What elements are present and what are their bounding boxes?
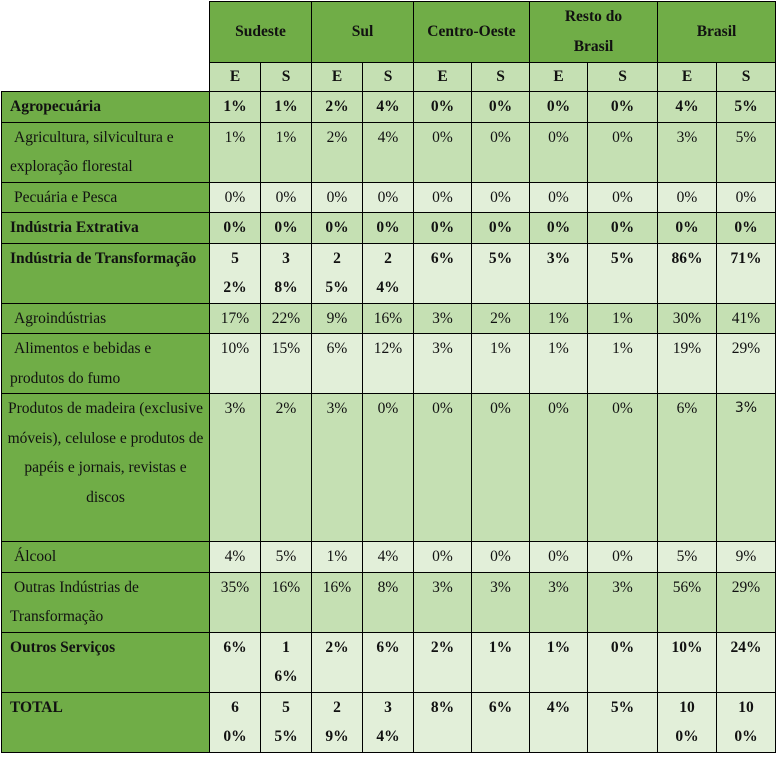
cell-value-text: 100% — [675, 698, 699, 745]
table-row — [2, 303, 776, 334]
cell-value: 1% — [588, 303, 658, 334]
cell-value: 0% — [530, 92, 588, 123]
cell-value: 0% — [210, 182, 261, 213]
cell-value: 4% — [530, 692, 588, 752]
cell-value — [658, 692, 717, 752]
cell-value: 0% — [472, 213, 530, 244]
cell-value: 0% — [472, 122, 530, 182]
cell-value: 19% — [658, 334, 717, 394]
cell-value: 0% — [472, 542, 530, 573]
cell-value: 1% — [530, 632, 588, 692]
cell-value — [261, 632, 312, 692]
table-row — [2, 632, 776, 692]
row-label: Pecuária e Pesca — [2, 182, 210, 213]
cell-value: 0% — [472, 182, 530, 213]
cell-value: 9% — [312, 303, 363, 334]
header-subcol-s: S — [363, 63, 414, 92]
cell-value: 6% — [658, 394, 717, 542]
cell-value: 2% — [472, 303, 530, 334]
cell-value: 4% — [363, 92, 414, 123]
cell-value: 1% — [210, 122, 261, 182]
cell-value: 24% — [717, 632, 776, 692]
cell-value: 3% — [472, 572, 530, 632]
cell-value: 4% — [210, 542, 261, 573]
cell-value: 0% — [658, 182, 717, 213]
cell-value: 0% — [312, 213, 363, 244]
cell-value: 0% — [530, 542, 588, 573]
cell-value: 3% — [658, 122, 717, 182]
cell-value: 3% — [414, 334, 472, 394]
header-region-centro-oeste: Centro-Oeste — [414, 2, 530, 63]
header-row-regions — [2, 2, 776, 63]
cell-value: 0% — [588, 213, 658, 244]
cell-value — [312, 692, 363, 752]
cell-value: 8% — [363, 572, 414, 632]
cell-value: 3% — [210, 394, 261, 542]
cell-value: 0% — [588, 182, 658, 213]
cell-value: 0% — [210, 213, 261, 244]
table-row — [2, 243, 776, 303]
table-row — [2, 394, 776, 542]
cell-value: 0% — [414, 182, 472, 213]
cell-value-text: 55% — [274, 698, 298, 745]
cell-value: 5% — [658, 542, 717, 573]
table-row — [2, 334, 776, 394]
cell-value: 0% — [588, 632, 658, 692]
row-label: Álcool — [2, 542, 210, 573]
cell-value — [261, 692, 312, 752]
header-region-sudeste: Sudeste — [210, 2, 312, 63]
cell-value: 0% — [414, 542, 472, 573]
cell-value: 8% — [414, 692, 472, 752]
cell-value: 0% — [414, 213, 472, 244]
cell-value: 0% — [363, 394, 414, 542]
cell-value: 2% — [261, 394, 312, 542]
cell-value: 5% — [588, 692, 658, 752]
header-region-label: Resto do Brasil — [564, 8, 623, 55]
cell-value: 3% — [414, 572, 472, 632]
table-row — [2, 542, 776, 573]
header-subcol-e: E — [530, 63, 588, 92]
cell-value — [717, 692, 776, 752]
cell-value — [210, 692, 261, 752]
cell-value: 16% — [261, 572, 312, 632]
row-label-text: Agricultura, silvicultura e exploração florestal — [10, 128, 174, 175]
cell-value: 16% — [363, 303, 414, 334]
cell-value: 30% — [658, 303, 717, 334]
row-label — [2, 334, 210, 394]
cell-value: 3% — [530, 572, 588, 632]
cell-value: 2% — [414, 632, 472, 692]
header-corner — [2, 2, 210, 92]
cell-value: 6% — [210, 632, 261, 692]
cell-value: 0% — [261, 213, 312, 244]
cell-value: 0% — [530, 122, 588, 182]
header-subcol-s: S — [717, 63, 776, 92]
cell-value: 17% — [210, 303, 261, 334]
header-subcol-e: E — [658, 63, 717, 92]
cell-value: 71% — [717, 243, 776, 303]
cell-value-text: 24% — [376, 249, 400, 296]
cell-value — [312, 243, 363, 303]
cell-value: 4% — [363, 122, 414, 182]
cell-value: 3% — [530, 243, 588, 303]
cell-value: 0% — [472, 92, 530, 123]
cell-value: 5% — [588, 243, 658, 303]
cell-value-text: 29% — [325, 698, 349, 745]
row-label-text: Alimentos e bebidas e produtos do fumo — [10, 340, 152, 387]
row-label: TOTAL — [2, 692, 210, 752]
cell-value: 4% — [363, 542, 414, 573]
header-subcol-s: S — [261, 63, 312, 92]
cell-value: 1% — [312, 542, 363, 573]
cell-value: 0% — [588, 394, 658, 542]
cell-value: 0% — [363, 213, 414, 244]
cell-value — [363, 692, 414, 752]
cell-value: 29% — [717, 334, 776, 394]
cell-value: 0% — [414, 92, 472, 123]
cell-value: 1% — [472, 334, 530, 394]
cell-value: 1% — [472, 632, 530, 692]
cell-value: 1% — [210, 92, 261, 123]
cell-value: 0% — [658, 213, 717, 244]
table-row — [2, 692, 776, 752]
cell-value: 3% — [717, 394, 776, 542]
cell-value: 6% — [414, 243, 472, 303]
cell-value: 3% — [588, 572, 658, 632]
cell-value: 3% — [312, 394, 363, 542]
cell-value: 16% — [312, 572, 363, 632]
cell-value: 0% — [312, 182, 363, 213]
cell-value: 4% — [658, 92, 717, 123]
row-label: Indústria Extrativa — [2, 213, 210, 244]
cell-value: 1% — [530, 303, 588, 334]
cell-value: 1% — [261, 92, 312, 123]
cell-value: 41% — [717, 303, 776, 334]
table-row — [2, 122, 776, 182]
cell-value-text: 25% — [325, 249, 349, 296]
cell-value-text: 100% — [734, 698, 758, 745]
row-label: Outros Serviços — [2, 632, 210, 692]
cell-value — [210, 243, 261, 303]
cell-value: 0% — [530, 182, 588, 213]
cell-value: 2% — [312, 92, 363, 123]
cell-value: 3% — [414, 303, 472, 334]
cell-value: 6% — [312, 334, 363, 394]
header-subcol-e: E — [312, 63, 363, 92]
cell-value: 10% — [210, 334, 261, 394]
cell-value: 6% — [472, 692, 530, 752]
header-subcol-s: S — [472, 63, 530, 92]
cell-value: 0% — [414, 394, 472, 542]
header-region-brasil: Brasil — [658, 2, 776, 63]
cell-value: 29% — [717, 572, 776, 632]
cell-value: 35% — [210, 572, 261, 632]
data-table — [1, 1, 776, 753]
cell-value-text: 60% — [223, 698, 247, 745]
cell-value: 22% — [261, 303, 312, 334]
cell-value: 0% — [530, 394, 588, 542]
cell-value: 5% — [261, 542, 312, 573]
table-row — [2, 572, 776, 632]
cell-value-text: 52% — [223, 249, 247, 296]
cell-value: 1% — [530, 334, 588, 394]
row-label: Produtos de madeira (exclusive móveis), celulose e produtos de papéis e jornais, revistas e discos — [2, 394, 210, 542]
cell-value: 5% — [472, 243, 530, 303]
header-region-resto-do-brasil — [530, 2, 658, 63]
cell-value-text: 34% — [376, 698, 400, 745]
cell-value — [363, 243, 414, 303]
cell-value: 0% — [717, 182, 776, 213]
cell-value-text: 16% — [274, 638, 298, 685]
cell-value: 2% — [312, 632, 363, 692]
row-label — [2, 122, 210, 182]
table-row — [2, 92, 776, 123]
cell-value: 0% — [588, 542, 658, 573]
row-label — [2, 572, 210, 632]
cell-value: 0% — [588, 92, 658, 123]
cell-value: 0% — [261, 182, 312, 213]
cell-value: 6% — [363, 632, 414, 692]
cell-value: 86% — [658, 243, 717, 303]
header-subcol-e: E — [414, 63, 472, 92]
cell-value: 5% — [717, 122, 776, 182]
table-row — [2, 213, 776, 244]
header-subcol-e: E — [210, 63, 261, 92]
cell-value: 9% — [717, 542, 776, 573]
cell-value: 0% — [363, 182, 414, 213]
cell-value: 0% — [414, 122, 472, 182]
cell-value: 2% — [312, 122, 363, 182]
cell-value: 0% — [717, 213, 776, 244]
cell-value: 1% — [261, 122, 312, 182]
table-row — [2, 182, 776, 213]
cell-value: 0% — [530, 213, 588, 244]
cell-value: 0% — [472, 394, 530, 542]
row-label: Indústria de Transformação — [2, 243, 210, 303]
cell-value: 56% — [658, 572, 717, 632]
cell-value: 12% — [363, 334, 414, 394]
header-region-sul: Sul — [312, 2, 414, 63]
cell-value — [261, 243, 312, 303]
cell-value: 10% — [658, 632, 717, 692]
cell-value: 1% — [588, 334, 658, 394]
row-label-text: Outras Indústrias de Transformação — [10, 578, 139, 625]
row-label: Agropecuária — [2, 92, 210, 123]
cell-value-text: 38% — [274, 249, 298, 296]
header-subcol-s: S — [588, 63, 658, 92]
cell-value: 5% — [717, 92, 776, 123]
cell-value: 0% — [588, 122, 658, 182]
row-label: Agroindústrias — [2, 303, 210, 334]
cell-value: 15% — [261, 334, 312, 394]
